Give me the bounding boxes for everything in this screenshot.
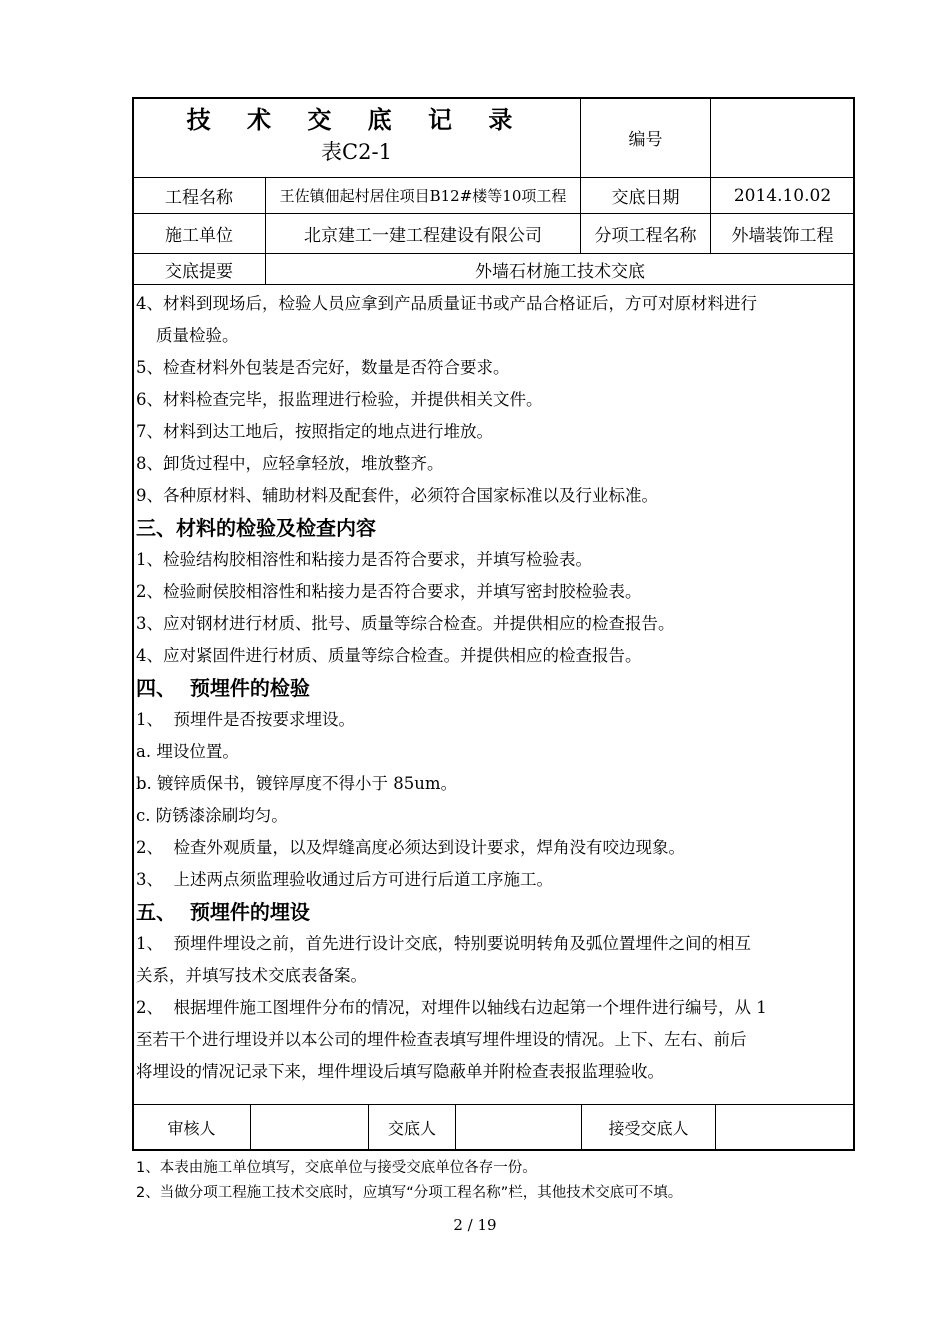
content-line: 关系，并填写技术交底表备案。 bbox=[136, 966, 367, 985]
serial-label: 编号 bbox=[628, 130, 663, 150]
content-line: 4、应对紧固件进行材质、质量等综合检查。并提供相应的检查报告。 bbox=[136, 646, 642, 665]
page-number: 2 / 19 bbox=[453, 1216, 497, 1234]
receiver-value bbox=[716, 1105, 854, 1150]
form-code: 表C2-1 bbox=[321, 140, 392, 164]
content-line: 4、材料到现场后，检验人员应拿到产品质量证书或产品合格证后，方可对原材料进行 bbox=[136, 294, 757, 313]
receiver-label: 接受交底人 bbox=[608, 1119, 689, 1138]
content-line: 至若干个进行埋设并以本公司的埋件检查表填写埋件埋设的情况。上下、左右、前后 bbox=[136, 1030, 747, 1049]
date-value: 2014.10.02 bbox=[733, 185, 832, 206]
row-divider bbox=[133, 284, 854, 285]
reviewer-value bbox=[251, 1105, 368, 1150]
content-line: c. 防锈漆涂刷均匀。 bbox=[136, 806, 288, 825]
summary-label: 交底提要 bbox=[165, 261, 233, 282]
serial-value bbox=[711, 98, 854, 177]
contractor-label: 施工单位 bbox=[165, 226, 233, 246]
content-line: 1、检验结构胶相溶性和粘接力是否符合要求，并填写检验表。 bbox=[136, 550, 592, 569]
disclosure-content bbox=[136, 288, 852, 1088]
content-line: 质量检验。 bbox=[156, 326, 239, 345]
content-line: 2、 检查外观质量，以及焊缝高度必须达到设计要求，焊角没有咬边现象。 bbox=[136, 838, 685, 857]
content-line: 2、 根据埋件施工图埋件分布的情况，对埋件以轴线右边起第一个埋件进行编号，从 1 bbox=[136, 998, 767, 1017]
content-line: 5、检查材料外包装是否完好，数量是否符合要求。 bbox=[136, 358, 510, 377]
footnote: 1、本表由施工单位填写，交底单位与接受交底单位各存一份。 bbox=[136, 1160, 537, 1176]
section-heading: 四、 预埋件的检验 bbox=[136, 676, 310, 700]
section-heading: 五、 预埋件的埋设 bbox=[136, 900, 310, 924]
date-label: 交底日期 bbox=[611, 188, 680, 208]
subproject-label: 分项工程名称 bbox=[594, 226, 697, 246]
content-line: 1、 预埋件埋设之前，首先进行设计交底，特别要说明转角及弧位置埋件之间的相互 bbox=[136, 934, 751, 953]
project-name-value: 王佐镇佃起村居住项目B12#楼等10项工程 bbox=[279, 187, 567, 205]
contractor-value: 北京建工一建工程建设有限公司 bbox=[304, 226, 542, 246]
content-line: 6、材料检查完毕，报监理进行检验，并提供相关文件。 bbox=[136, 390, 543, 409]
footnote: 2、当做分项工程施工技术交底时，应填写“分项工程名称”栏，其他技术交底可不填。 bbox=[136, 1185, 683, 1201]
content-line: 3、 上述两点须监理验收通过后方可进行后道工序施工。 bbox=[136, 870, 553, 889]
presenter-label: 交底人 bbox=[387, 1119, 436, 1138]
project-name-label: 工程名称 bbox=[165, 188, 233, 208]
content-line: 1、 预埋件是否按要求埋设。 bbox=[136, 710, 355, 729]
content-line: b. 镀锌质保书，镀锌厚度不得小于 85um。 bbox=[136, 774, 458, 793]
presenter-value bbox=[456, 1105, 581, 1150]
summary-value: 外墙石材施工技术交底 bbox=[475, 261, 645, 282]
section-heading: 三、材料的检验及检查内容 bbox=[136, 516, 376, 540]
content-line: 3、应对钢材进行材质、批号、质量等综合检查。并提供相应的检查报告。 bbox=[136, 614, 675, 633]
content-line: 2、检验耐侯胶相溶性和粘接力是否符合要求，并填写密封胶检验表。 bbox=[136, 582, 642, 601]
content-line: 7、材料到达工地后，按照指定的地点进行堆放。 bbox=[136, 422, 493, 441]
reviewer-label: 审核人 bbox=[167, 1119, 216, 1138]
content-line: 9、各种原材料、辅助材料及配套件，必须符合国家标准以及行业标准。 bbox=[136, 486, 658, 505]
subproject-value: 外墙装饰工程 bbox=[731, 226, 834, 246]
content-line: 将埋设的情况记录下来，埋件埋设后填写隐蔽单并附检查表报监理验收。 bbox=[136, 1062, 664, 1081]
document-title: 技 术 交 底 记 录 bbox=[186, 105, 527, 134]
content-line: 8、卸货过程中，应轻拿轻放，堆放整齐。 bbox=[136, 454, 444, 473]
content-line: a. 埋设位置。 bbox=[136, 742, 239, 761]
